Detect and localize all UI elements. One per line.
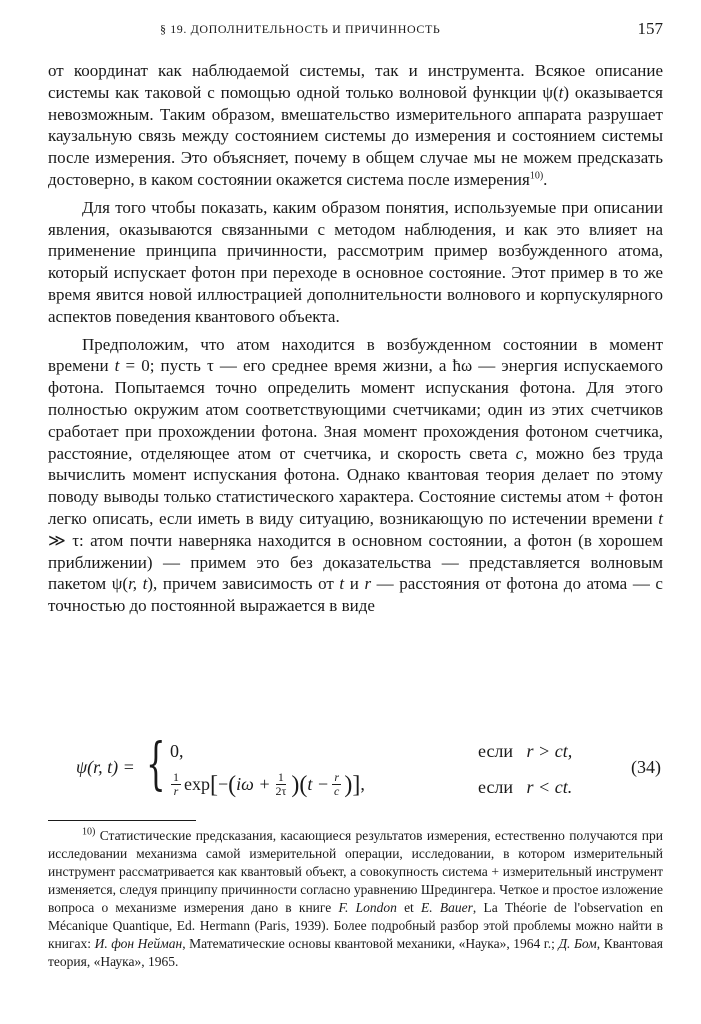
cond2-expr: r < ct. [526, 777, 573, 797]
frac2-num: 1 [277, 770, 284, 784]
p3-var-rt: r, t [128, 574, 148, 594]
footnote-10 [48, 827, 663, 971]
i-omega-term: iω + [236, 774, 271, 794]
right-bracket: ] [352, 771, 361, 798]
footnote-author-bohm: Д. Бом [558, 936, 597, 951]
p1-var-t: t [558, 82, 564, 102]
footnote-ref-10: 10) [529, 170, 544, 182]
paragraph-2: Для того чтобы показать, каким образом понятия, используемые при описании явления, оказываются связанными с методом наблюдения, и как это влияет на применение принципа причинности, рассмотрим пример возбужденного атома, который испускает фотон при переходе в основное состояние. Этот пример в то же время явится новой иллюстрацией дополнительности волнового и корпускулярного аспектов поведения квантового объекта. [48, 197, 663, 326]
page-number: 157 [637, 19, 663, 38]
footnote-c: , Математические основы квантовой механики, «Наука», 1964 г.; [182, 936, 559, 951]
frac-den: r [173, 784, 179, 798]
p3-var-t2: t [339, 574, 345, 594]
p3-var-r: r [364, 574, 372, 594]
frac-num: 1 [173, 770, 179, 784]
equation-brace: { [146, 732, 166, 797]
fraction-1-over-2tau [274, 771, 289, 798]
main-text [48, 60, 663, 617]
equation-number: (34) [631, 757, 661, 777]
footnote-rule [48, 820, 196, 821]
footnote-author-neumann: И. фон Нейман [94, 936, 183, 951]
paragraph-1 [48, 60, 663, 191]
right-paren-2: ) [344, 771, 353, 798]
p3-g: и [344, 574, 365, 594]
t-minus-term: t − [307, 774, 329, 794]
fraction-1-over-r [171, 771, 181, 798]
p1-text-a: от координат как наблюдаемой системы, так и инструмента. Всякое описание системы как таковой с помощью одной только волновой функции ψ( [48, 61, 663, 102]
frac3-den: c [334, 784, 340, 798]
equation-lhs: ψ(r, t) = [76, 757, 135, 777]
footnote-et: et [396, 900, 422, 915]
cond1-word: если [478, 741, 514, 761]
exp-function: exp [184, 774, 210, 794]
fraction-r-over-c [332, 771, 341, 798]
equation-34 [48, 732, 663, 805]
running-header [48, 20, 663, 42]
footnote-mark: 10) [82, 826, 96, 838]
left-bracket: [ [210, 771, 218, 798]
footnote-d: , Квантовая теория, «Наука», 1965. [48, 936, 663, 969]
case2-comma: , [360, 774, 365, 794]
left-paren-1: ( [228, 771, 237, 798]
p3-h: — расстояния от фотона до атома — с точностью до постоянной выражается в виде [48, 574, 663, 616]
p1-text-c: . [543, 169, 548, 189]
p3-e: ≫ τ: атом почти наверняка находится в основном состоянии, а фотон (в хорошем приближении) — примем это без доказательства — представляется волновым пакетом ψ( [48, 530, 663, 594]
paragraph-3 [48, 334, 663, 617]
condition-2 [478, 777, 572, 798]
cond1-expr: r > ct, [526, 741, 573, 761]
footnote-author-bauer: E. Bauer [421, 900, 473, 915]
p3-f: ), причем зависимость от [147, 574, 340, 594]
running-title: § 19. ДОПОЛНИТЕЛЬНОСТЬ И ПРИЧИННОСТЬ [160, 22, 441, 36]
equation-case-1: 0, [170, 741, 184, 761]
footnote-author-london: F. London [338, 900, 397, 915]
left-paren-2: ( [299, 771, 308, 798]
p3-d: , можно без труда вычислить момент испускания фотона. Однако квантовая теория делает по этому поводу выводы только статистического характера. Состояние системы атом + фотон легко описать, если иметь в виду ситуацию, возникающую по истечении времени [48, 443, 664, 528]
p1-text-b: ) оказывается невозможным. Таким образом, вмешательство измерительного аппарата разрушает каузальную связь между состоянием системы до измерения и состоянием системы после измерения. Это объясняет, почему в общем случае мы не можем предсказать достоверно, в каком состоянии окажется система после измерения [48, 82, 663, 189]
condition-1 [478, 741, 572, 762]
p3-a: Предположим, что атом находится в возбужденном состоянии в момент времени [48, 334, 663, 376]
p3-b: = 0; пусть τ — его среднее время жизни, а ħω — энергия испускаемого фотона. Попытаемся точно определить момент испускания фотона. Для этого полностью окружим атом соответствующими счетчиками; один из этих счетчиков сработает при прохождении фотона. Зная момент прохождения фотоном счетчика, расстояние, отделяющее атом от счетчика, и скорость света [48, 356, 663, 463]
footnote-b: , La Théorie de l'observation en Mécanique Quantique, Ed. Hermann (Paris, 1939). Более подробный разбор этой проблемы можно найти в книгах: [48, 900, 664, 951]
frac3-num: r [334, 770, 339, 784]
footnote-a: Статистические предсказания, касающиеся результатов измерения, естественно получаются при исследовании механизма самой измерительной операции, исследовании, в котором измерительный инструмент рассматривается как квантовый объект, а совокупность система + измерительный инструмент изменяется, следуя принципу причинности согласно уравнению Шредингера. Четкое и простое изложение вопроса о механизме измерения дано в книге [48, 828, 663, 915]
frac2-den: 2τ [275, 784, 287, 798]
p3-var-t1: t [658, 508, 663, 528]
minus-sign: − [218, 774, 229, 794]
p3-var-t0: t [114, 356, 120, 376]
right-paren-1: ) [291, 771, 300, 798]
p3-var-c: c [515, 443, 524, 463]
equation-case-2 [168, 771, 365, 798]
cond2-word: если [478, 777, 514, 797]
